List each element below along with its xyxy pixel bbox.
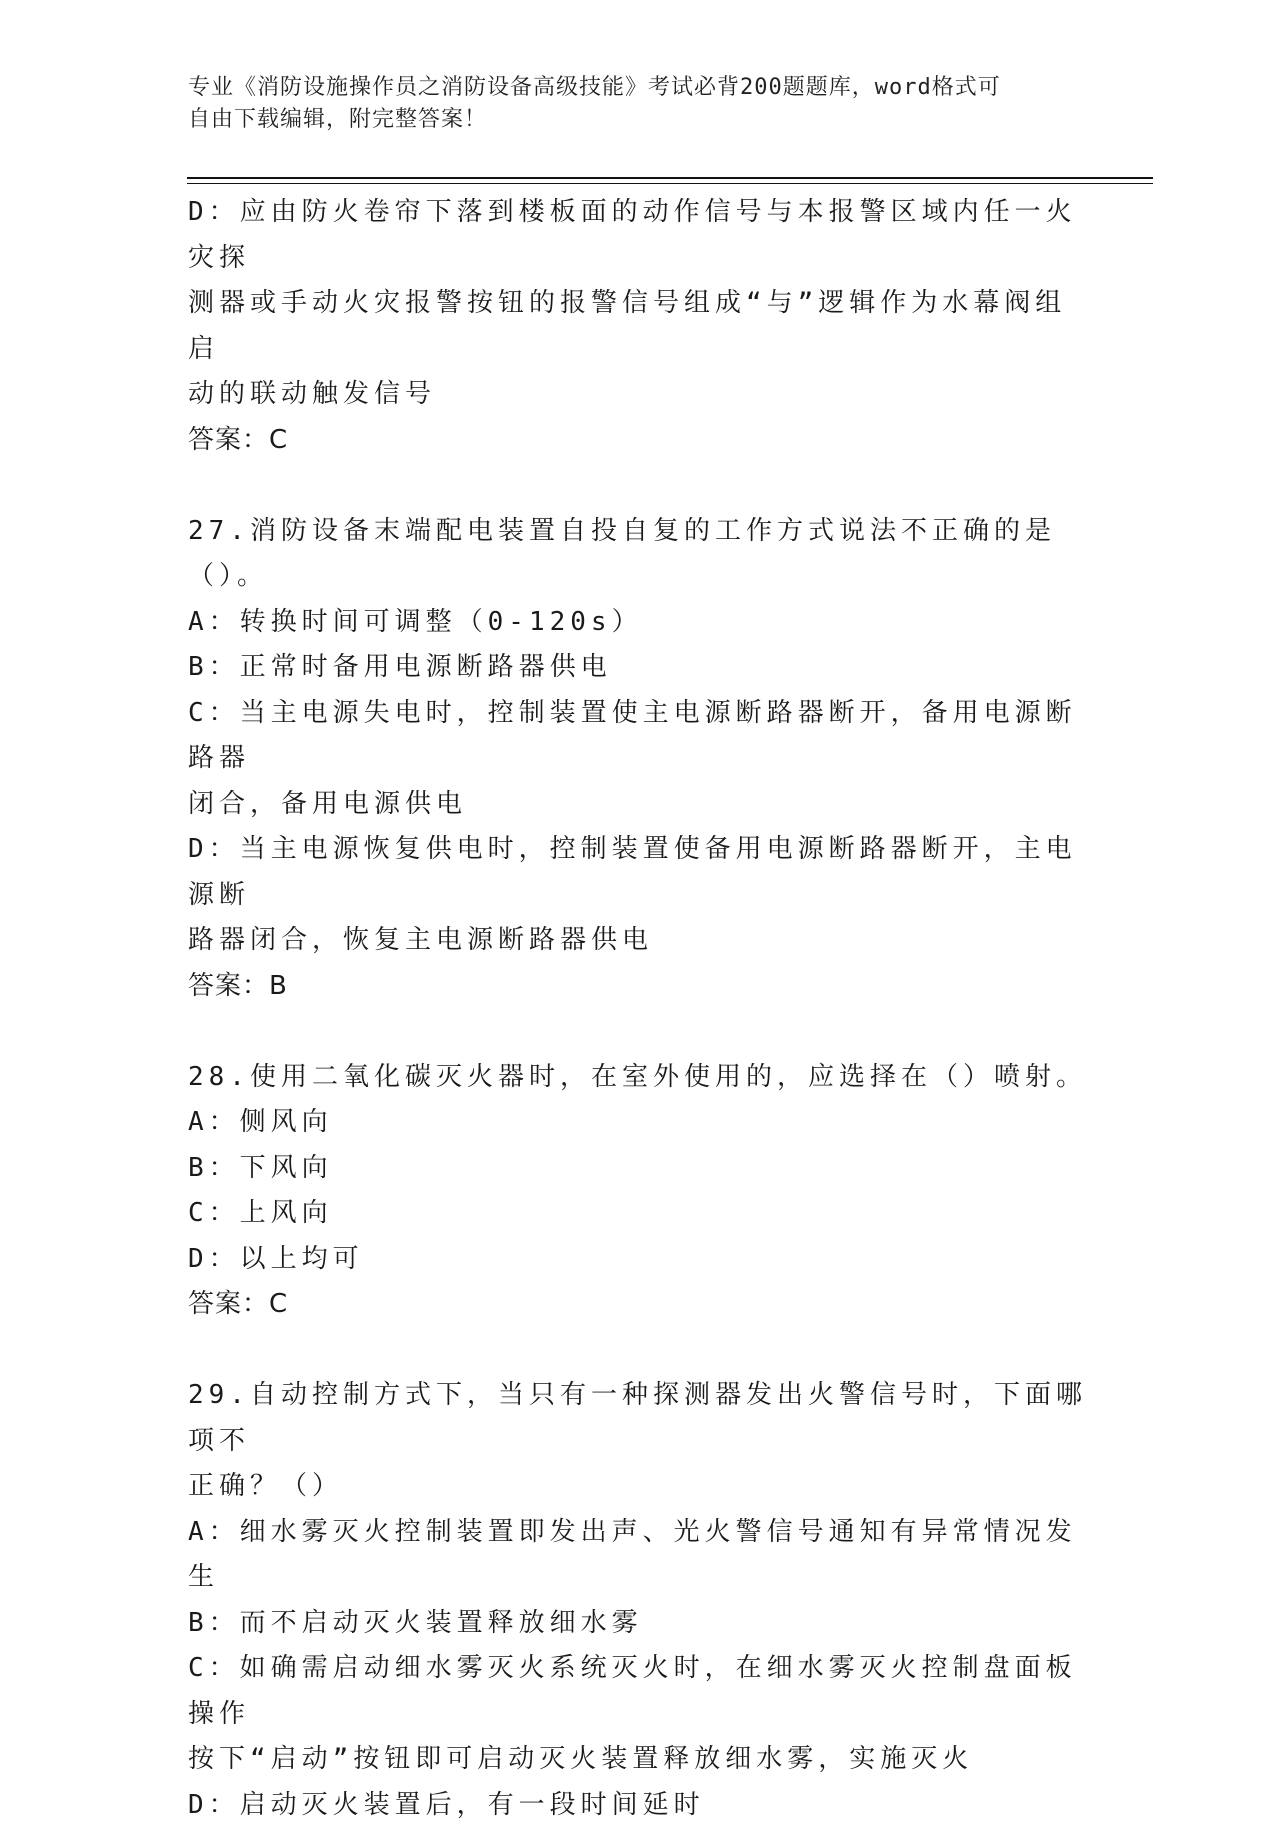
option-d-line: 测器或手动火灾报警按钮的报警信号组成“与”逻辑作为水幕阀组启 bbox=[188, 281, 1088, 372]
option-c: C：上风向 bbox=[188, 1191, 1088, 1237]
spacer bbox=[188, 1328, 1088, 1374]
option-b: B：正常时备用电源断路器供电 bbox=[188, 645, 1088, 691]
question-text-line: 29.自动控制方式下，当只有一种探测器发出火警信号时，下面哪项不 bbox=[188, 1373, 1088, 1464]
option-c-line: C：当主电源失电时，控制装置使主电源断路器断开，备用电源断路器 bbox=[188, 691, 1088, 782]
spacer bbox=[188, 1009, 1088, 1055]
document-body bbox=[188, 190, 1088, 1828]
option-a: A：侧风向 bbox=[188, 1100, 1088, 1146]
option-c-line: 按下“启动”按钮即可启动灭火装置释放细水雾，实施灭火 bbox=[188, 1737, 1088, 1783]
option-d-line: D：当主电源恢复供电时，控制装置使备用电源断路器断开，主电源断 bbox=[188, 827, 1088, 918]
question-text-line: 正确？（） bbox=[188, 1464, 1088, 1510]
option-d-line: D：应由防火卷帘下落到楼板面的动作信号与本报警区域内任一火灾探 bbox=[188, 190, 1088, 281]
question-text: 27.消防设备末端配电装置自投自复的工作方式说法不正确的是（）。 bbox=[188, 509, 1088, 600]
option-b: B：下风向 bbox=[188, 1146, 1088, 1192]
option-b: B：而不启动灭火装置释放细水雾 bbox=[188, 1601, 1088, 1647]
answer-label: 答案：C bbox=[188, 418, 1088, 464]
question-29 bbox=[188, 1373, 1088, 1828]
question-27 bbox=[188, 509, 1088, 1010]
header-title-line-2: 自由下载编辑，附完整答案！ bbox=[188, 104, 1068, 136]
option-d: D：启动灭火装置后，有一段时间延时 bbox=[188, 1783, 1088, 1828]
question-26-tail bbox=[188, 190, 1088, 463]
header-title-line-1: 专业《消防设施操作员之消防设备高级技能》考试必背200题题库，word格式可 bbox=[188, 72, 1068, 104]
question-28 bbox=[188, 1055, 1088, 1328]
option-c-line: C：如确需启动细水雾灭火系统灭火时，在细水雾灭火控制盘面板操作 bbox=[188, 1646, 1088, 1737]
answer-label: 答案：B bbox=[188, 964, 1088, 1010]
option-d-line: 路器闭合，恢复主电源断路器供电 bbox=[188, 918, 1088, 964]
option-d-line: 动的联动触发信号 bbox=[188, 372, 1088, 418]
answer-label: 答案：C bbox=[188, 1282, 1088, 1328]
header-rule-thin bbox=[187, 183, 1153, 184]
document-header bbox=[188, 72, 1068, 136]
option-a: A：细水雾灭火控制装置即发出声、光火警信号通知有异常情况发生 bbox=[188, 1510, 1088, 1601]
header-rule-thick bbox=[187, 177, 1153, 179]
spacer bbox=[188, 463, 1088, 509]
option-c-line: 闭合，备用电源供电 bbox=[188, 782, 1088, 828]
option-a: A：转换时间可调整（0-120s） bbox=[188, 600, 1088, 646]
option-d: D：以上均可 bbox=[188, 1237, 1088, 1283]
question-text: 28.使用二氧化碳灭火器时，在室外使用的，应选择在（）喷射。 bbox=[188, 1055, 1088, 1101]
